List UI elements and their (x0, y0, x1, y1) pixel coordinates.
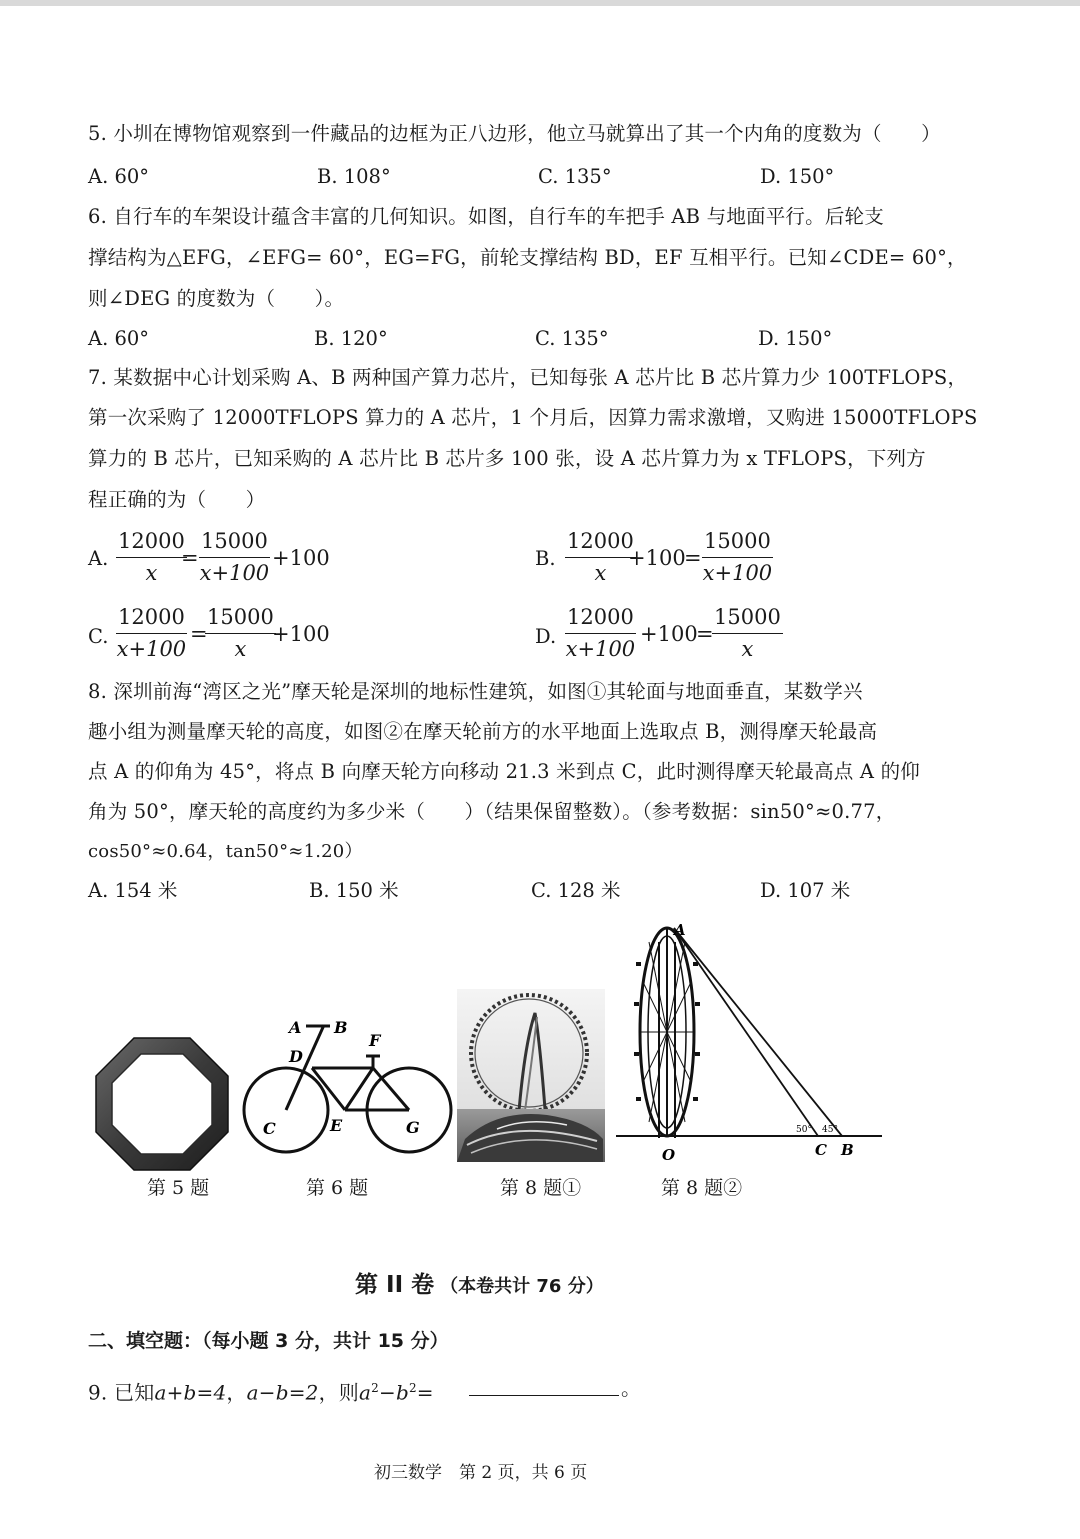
label-f: F (369, 1031, 381, 1050)
label-a: A (674, 922, 686, 939)
equals-sign: = (696, 622, 714, 646)
q6-line1: 6. 自行车的车架设计蕴含丰富的几何知识。如图，自行车的车把手 AB 与地面平行。后轮支 (88, 205, 884, 228)
label-b: B (841, 1141, 854, 1159)
plus-term: +100 (272, 622, 330, 646)
denominator: x+100 (116, 637, 187, 661)
ferris-wheel-photo (457, 989, 605, 1162)
q7-c-fraction-right (205, 604, 276, 663)
q7-line2: 第一次采购了 12000TFLOPS 算力的 A 芯片，1 个月后，因算力需求激增，又购进 15000TFLOPS (88, 406, 978, 429)
q7-a-fraction-right (199, 528, 270, 587)
label-e: E (330, 1116, 343, 1135)
numerator: 12000 (565, 528, 636, 558)
numerator: 12000 (565, 604, 636, 634)
q9-prefix: 9. 已知 (88, 1380, 155, 1405)
q7-d-fraction-left (565, 604, 636, 663)
q9-end: 。 (621, 1376, 642, 1400)
equals-sign: = (190, 622, 208, 646)
q8-option-c: C. 128 米 (531, 879, 621, 902)
section-title-text: 第 II 卷 (355, 1272, 435, 1298)
q9-separator: ， (226, 1380, 247, 1405)
q6-option-c: C. 135° (535, 327, 609, 350)
q6-option-d: D. 150° (758, 327, 833, 350)
q9-minus: − (378, 1380, 396, 1405)
q9-answer-blank[interactable] (469, 1395, 619, 1396)
section-title (355, 1266, 604, 1299)
denominator: x (234, 637, 247, 661)
q9-line (88, 1375, 434, 1406)
q8-line5: cos50°≈0.64，tan50°≈1.20） (88, 841, 363, 862)
q9-exp-1: 2 (371, 1381, 379, 1395)
octagon-frame-figure (94, 1036, 230, 1172)
q6-line3: 则∠DEG 的度数为（ ）。 (88, 287, 345, 310)
denominator: x+100 (565, 637, 636, 661)
equals-sign: = (684, 546, 702, 570)
caption-fig5: 第 5 题 (147, 1177, 210, 1199)
page-edge (0, 0, 1080, 6)
numerator: 12000 (116, 604, 187, 634)
q5-option-a: A. 60° (88, 165, 150, 188)
label-d: D (289, 1047, 303, 1066)
plus-term: +100 (640, 622, 698, 646)
q8-line3: 点 A 的仰角为 45°，将点 B 向摩天轮方向移动 21.3 米到点 C，此时测得摩天轮最高点 A 的仰 (88, 760, 920, 783)
q8-option-d: D. 107 米 (760, 879, 851, 902)
label-o: O (662, 1146, 676, 1164)
q6-option-b: B. 120° (314, 327, 388, 350)
q5-option-b: B. 108° (317, 165, 391, 188)
denominator: x+100 (199, 561, 270, 585)
q5-option-c: C. 135° (538, 165, 612, 188)
q9-exp-2: 2 (408, 1381, 417, 1395)
q7-line1: 7. 某数据中心计划采购 A、B 两种国产算力芯片，已知每张 A 芯片比 B 芯片算力少 100TFLOPS， (88, 366, 968, 389)
numerator: 12000 (116, 528, 187, 558)
angle-45-label: 45° (822, 1125, 838, 1135)
denominator: x (145, 561, 158, 585)
page-footer: 初三数学 第 2 页，共 6 页 (374, 1463, 588, 1483)
bicycle-figure (238, 1012, 458, 1162)
angle-50-label: 50° (796, 1125, 812, 1135)
fill-in-heading: 二、填空题：（每小题 3 分，共计 15 分） (88, 1330, 449, 1352)
q7-option-d-letter: D. (535, 625, 557, 648)
q7-a-fraction-left (116, 528, 187, 587)
equals-sign: = (181, 546, 199, 570)
label-g: G (406, 1118, 420, 1137)
numerator: 15000 (702, 528, 773, 558)
numerator: 15000 (712, 604, 783, 634)
caption-fig8-2: 第 8 题② (661, 1177, 743, 1199)
q9-equals: = (416, 1380, 434, 1405)
q7-c-fraction-left (116, 604, 187, 663)
q6-option-a: A. 60° (88, 327, 150, 350)
q7-line3: 算力的 B 芯片，已知采购的 A 芯片比 B 芯片多 100 张，设 A 芯片算力为 x TFLOPS，下列方 (88, 447, 926, 470)
q6-line2: 撑结构为△EFG，∠EFG= 60°，EG=FG，前轮支撑结构 BD，EF 互相平行。已知∠CDE= 60°， (88, 246, 967, 269)
plus-term: +100 (628, 546, 686, 570)
q9-var-a: a (359, 1380, 372, 1405)
denominator: x (594, 561, 607, 585)
q9-var-b: b (395, 1380, 409, 1405)
numerator: 15000 (199, 528, 270, 558)
numerator: 15000 (205, 604, 276, 634)
q8-line1: 8. 深圳前海“湾区之光”摩天轮是深圳的地标性建筑，如图①其轮面与地面垂直，某数学兴 (88, 680, 863, 703)
section-note: （本卷共计 76 分） (440, 1276, 604, 1297)
label-c: C (263, 1119, 276, 1138)
q7-b-fraction-left (565, 528, 636, 587)
q7-option-c-letter: C. (88, 625, 109, 648)
label-b: B (334, 1018, 348, 1037)
q5-option-d: D. 150° (760, 165, 835, 188)
caption-fig6: 第 6 题 (306, 1177, 369, 1199)
q7-option-a-letter: A. (88, 547, 109, 570)
caption-fig8-1: 第 8 题① (500, 1177, 582, 1199)
q7-d-fraction-right (712, 604, 783, 663)
q9-then: ，则 (318, 1380, 359, 1405)
q7-option-b-letter: B. (535, 547, 556, 570)
denominator: x (741, 637, 754, 661)
label-c: C (815, 1141, 827, 1159)
q7-b-fraction-right (702, 528, 773, 587)
q5-stem: 5. 小圳在博物馆观察到一件藏品的边框为正八边形，他立马就算出了其一个内角的度数为（ ） (88, 122, 941, 145)
q9-condition-2: a−b=2 (246, 1380, 319, 1405)
q8-option-b: B. 150 米 (309, 879, 399, 902)
q7-line4: 程正确的为（ ） (88, 488, 266, 511)
denominator: x+100 (702, 561, 773, 585)
plus-term: +100 (272, 546, 330, 570)
label-a: A (289, 1018, 302, 1037)
q8-option-a: A. 154 米 (88, 879, 178, 902)
q9-condition-1: a+b=4 (154, 1380, 227, 1405)
ferris-wheel-diagram (616, 922, 884, 1166)
q8-line4: 角为 50°，摩天轮的高度约为多少米（ ）（结果保留整数）。（参考数据：sin50°≈0.77， (88, 800, 896, 823)
q8-line2: 趣小组为测量摩天轮的高度，如图②在摩天轮前方的水平地面上选取点 B，测得摩天轮最高 (88, 720, 878, 743)
